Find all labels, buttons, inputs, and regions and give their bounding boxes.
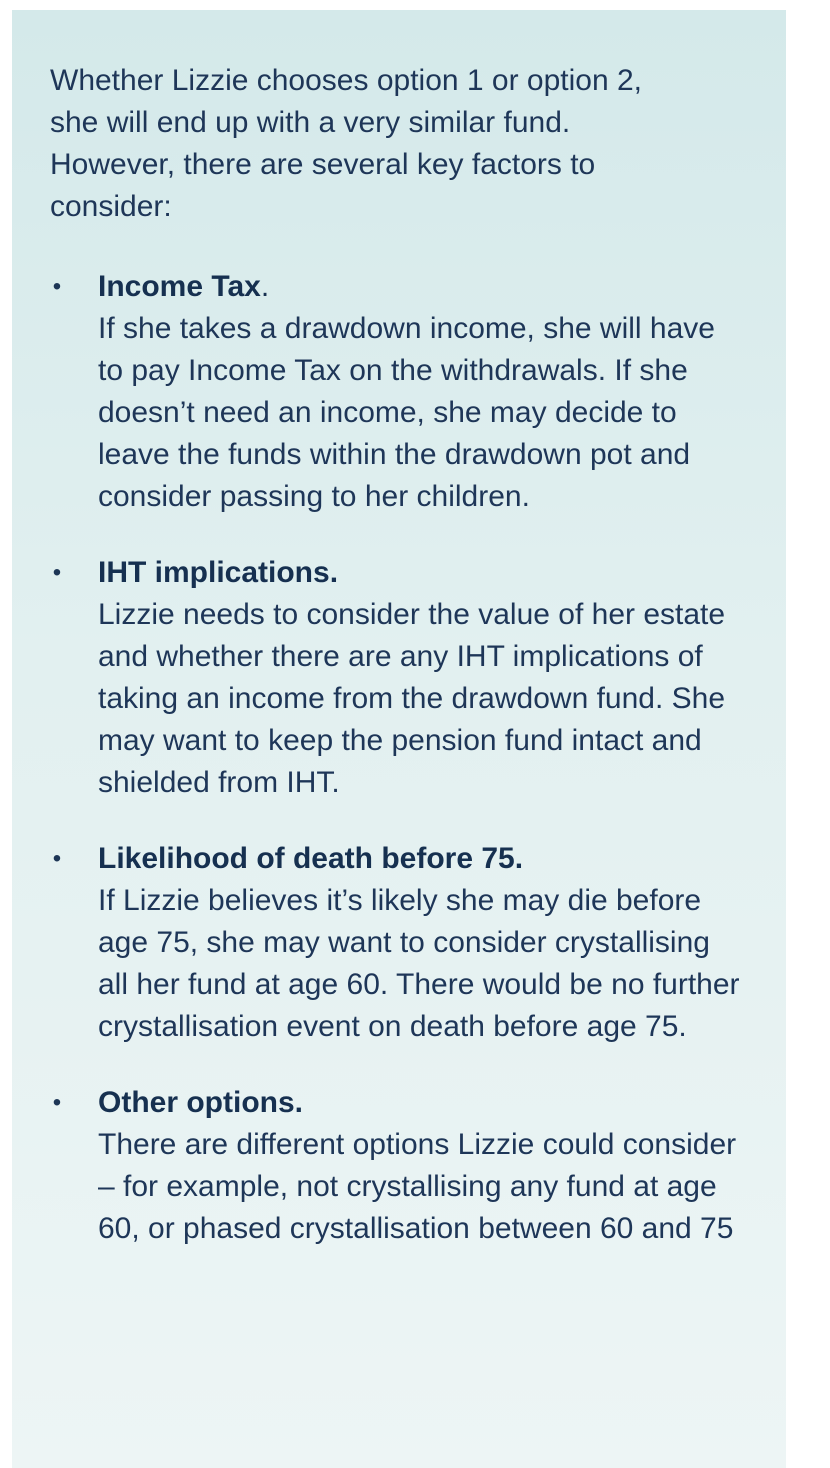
factor-income-tax	[50, 266, 748, 518]
factor-iht-implications	[50, 552, 748, 804]
factor-title-text: Income Tax	[98, 270, 261, 303]
factor-title: IHT implications.	[98, 556, 339, 589]
factor-title	[98, 266, 748, 308]
bullet-icon: •	[52, 559, 62, 586]
factor-likelihood-of-death	[50, 838, 748, 1048]
bullet-icon: •	[52, 1089, 62, 1116]
bullet-icon: •	[52, 273, 62, 300]
intro-paragraph: Whether Lizzie chooses option 1 or option 2, she will end up with a very similar fund. However, there are several key factors to consider:	[50, 64, 643, 223]
info-panel	[12, 10, 786, 1468]
factor-title: Other options.	[98, 1086, 303, 1119]
factor-title-suffix: .	[260, 270, 270, 303]
factor-body: If she takes a drawdown income, she will have to pay Income Tax on the withdrawals. If she doesn’t need an income, she may decide to leave the funds within the drawdown pot and consider passing to her children.	[98, 312, 715, 513]
factor-body: Lizzie needs to consider the value of her estate and whether there are any IHT implications of taking an income from the drawdown fund. She may want to keep the pension fund intact and shielded from IHT.	[98, 598, 726, 799]
factor-other-options	[50, 1082, 748, 1250]
factor-body: If Lizzie believes it’s likely she may die before age 75, she may want to consider crystallising all her fund at age 60. There would be no further crystallisation event on death before age 75.	[98, 884, 740, 1043]
bullet-icon: •	[52, 845, 62, 872]
factor-body: There are different options Lizzie could consider – for example, not crystallising any fund at age 60, or phased crystallisation between 60 and 75	[98, 1128, 737, 1245]
factor-title: Likelihood of death before 75.	[98, 842, 524, 875]
key-factors-list	[50, 266, 748, 1250]
